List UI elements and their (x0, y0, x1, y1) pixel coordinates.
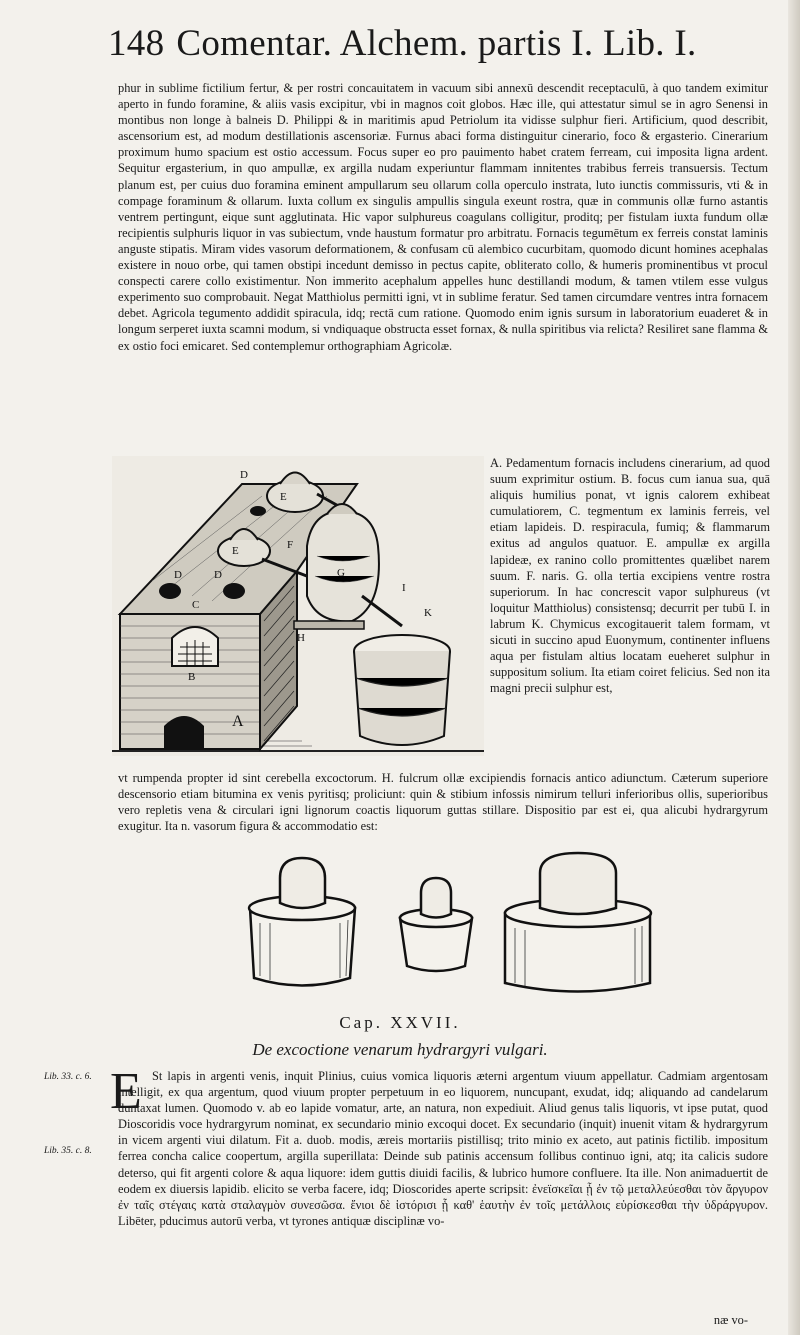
figure-legend (490, 455, 770, 770)
figure-legend-text: A. Pedamentum fornacis includens cinerarium, ad quod suum exprimitur ostium. B. focus cum ianua sua, quā aliquis humilius ponat, vt ignis calorem exhibeat cumulatiorem, C. tegmentum ex laminis ferreis, vel etiam lapideis. D. respiracula, fumiq; & flammarum exitus ad angulos quatuor. E. ampullæ ex argilla lapideæ, ex ranino collo promittentes quælibet narem suum. F. naris. G. olla tertia excipiens ventre rostra superiorum. In hac concrescit vapor sulphureus (vt loquitur Matthiolus) consistensq; decurrit per tubū I. in labrum K. Chymicus excogitauerit talem formam, vt sicuti in succino apud Euonymum, continenter influens aqua per fistulam altius locatam eueheret sulphur in suppositum solium. Ita etiam coiret felicius. Sed non ita magni precii sulphur est, (490, 456, 770, 696)
figure-label-k: K (424, 607, 432, 619)
chapter-body (118, 1068, 768, 1312)
top-paragraph-text: phur in sublime fictilium fertur, & per rostri concauitatem in vacuum sibi annexū descendit receptaculū, à quo tandem eximitur aperto in fundo foramine, & aliis vasis excipitur, vbi in magnos coit globos. Hæc ille, qui attestatur simul se in agro Senensi in montibus non longe à balneis D. Philippi & in maritimis apud Petriolum ita vidisse sulphur fieri. Artificium, quod describit, ascensorium est, ad modum destillationis ascensoriæ. Furnus abaci forma distinguitur cinerario, foco & ergasterio. Cinerarium proximum humo spacium est ostio accessum. Focus super eo pro pauimento habet cratem ferream, cui imposita ligna ardent. Sequitur ergasterium, in quo ampullæ, ex argilla nudam experiuntur flammam innitentes trabibus ferreis transuersis. Tectum planum est, per cuius duo foramina eminent ampullarum seu ollarum colla operculo instrata, luto iunctis commissuris, vti & in compage foraminum & ollarum. Iuxta collum ex singulis ampullis singula exeunt rostra, quæ in communis ollæ furno astantis ventrem pertingunt, eique sunt agglutinata. Hic vapor sulphureus coagulans colligitur, proditq; per fistulam iuxta fundum ollæ recipientis sulphuris liquor in vas subiectum, vnde haustum formatur pro arbitratu. Fornacis tegumētum ex ferreis constat laminis anguste stipatis. Miram vides vasorum deformationem, & confusam cū alembico cucurbitam, quomodo dicunt homines acephalas existere in nouo orbe, qui tamen obstipi incedunt demisso in pectus capite, obliterato collo, & humeris prominentibus vt procul conspecti carere collo existimentur. Non immerito acephalum appelles hunc destillandi modum, & tamen vtilem esse vulgus experimento suo comprobauit. Negat Matthiolus permitti igni, vt in sublime feratur. Sed tamen circumdare ventres intra fornacem debet. Agricola tegumento addidit spiracula, idq; rectā cum ratione. Quomodo enim ignis sursum in laboratorium euaderet & in longum serperet iuxta scamni modum, si vndiquaque obstructa esset fornax, & nulla spiritibus via relicta? Resiliret sane flamma & ex ostio foci emicaret. Sed contemplemur orthographiam Agricolæ. (118, 81, 768, 353)
running-title: Comentar. Alchem. partis I. Lib. I. (176, 23, 697, 64)
chapter-body-text: St lapis in argenti venis, inquit Plinius, cuius vomica liquoris æterni argentum viuum appellatur. Cadmiam argentosam intelligit, ex qua argentum, quod viuum propter perpetuum in eo liquorem, nuncupant, exudat, idq; aliquando ad candelarum duntaxat lumen. Quomodo v. ab eo lapide vomatur, arte, an natura, non expediuit. Aliud genus talis liquoris, vt ipse putat, quod Dioscoridis voce hydrargyrum nominat, ex secundario minio excoqui docet. Ex secundario (inquit) inuenit vitam & hydrargyrum in vicem argenti viui dilatum. Fit a. duob. modis, æreis mortariis pistillisq; trito minio ex aceto, aut patinis fictilib. impositum ferrea concha calice coopertum, argilla superillata: Deinde sub patinis accensum follibus continuo igni, atq; ita calicis sudore deterso, qui fit argenti colore & aqua liquore: idem guttis diuidi facilis, & lubrico humore confluere. Ita ille. Non animaduertit de eodem ex diuersis lapidib. elicito se verba facere, idq; Dioscorides aperte scripsit: ἐνεϊσκεῖαι ᾗ ἐν τῷ μεταλλεύεσθαι τὸν ἄργυρον ἐν ταῖς στέγαις κατὰ σταλαγμὸν συνεσῶσα. ἔνιοι δὲ ἱστόρισι ᾗ καθ' ἑαυτὴν ἐν τοῖς μετάλλοις εὑρίσκεσθαι τὴν ὑδράργυρον. Libēter, pducimus autorū verba, vt tyrones antiquæ disciplinæ vo- (118, 1069, 768, 1228)
top-paragraph (118, 80, 768, 450)
page-gutter-shadow (788, 0, 800, 1335)
figure-label-h: H (297, 632, 305, 644)
figure-label-d-left: D (174, 569, 182, 581)
page-header (108, 20, 768, 68)
after-figure-text: vt rumpenda propter id sint cerebella excoctorum. H. fulcrum ollæ excipiendis fornacis antico adiunctum. Cæterum superiore descensorio etiam bitumina ex venis pyritisq; proliciunt: quin & stibium infossis nimirum telluri inferioribus ollis, superioribus vero repletis vena & circulari igni lignorum coactis liquorum guttas stillare. Dispositio par est ei, qua alicubi hydrargyrum exugitur. Ita n. vasorum figura & accommodatio est: (118, 771, 768, 834)
figure-label-e-lower: E (232, 545, 239, 557)
figure-label-e-upper: E (280, 491, 287, 503)
figure-label-d-mid: D (214, 569, 222, 581)
figure-label-i: I (402, 582, 406, 594)
figure-label-b: B (188, 671, 196, 683)
vessels-woodcut (240, 848, 660, 1008)
drop-cap: E (110, 1063, 142, 1120)
catchword: næ vo- (713, 1313, 748, 1327)
after-figure-paragraph (118, 770, 768, 850)
figure-label-a: A (232, 713, 244, 730)
furnace-woodcut (112, 456, 484, 756)
chapter-number: Cap. XXVII. (339, 1013, 461, 1032)
page-number: 148 (108, 23, 165, 64)
margin-note-1: Lib. 33. c. 6. (44, 1072, 92, 1082)
figure-label-d-top: D (240, 469, 248, 481)
chapter-title: De excoctione venarum hydrargyri vulgari. (252, 1040, 548, 1059)
margin-note-2: Lib. 35. c. 8. (44, 1146, 92, 1156)
figure-label-g: G (337, 567, 345, 579)
figure-label-c: C (192, 599, 200, 611)
figure-label-f: F (287, 539, 294, 551)
